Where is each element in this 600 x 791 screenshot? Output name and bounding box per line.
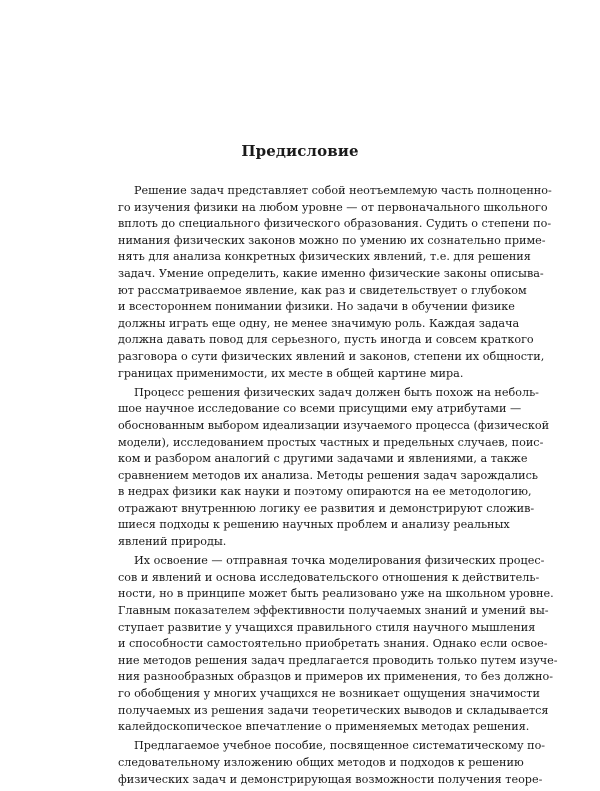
text-line: и всестороннем понимании физики. Но задачи в обучении физике [118, 300, 515, 314]
text-line: го изучения физики на любом уровне — от первоначального школьного [118, 200, 548, 214]
text-line: обоснованным выбором идеализации изучаемого процесса (физической [118, 418, 550, 432]
text-line: Процесс решения физических задач должен быть похож на неболь- [134, 385, 539, 399]
text-line: ступает развитие у учащихся правильного стиля научного мышления [118, 620, 536, 634]
text-line: го обобщения у многих учащихся не возникает ощущения значимости [118, 687, 540, 700]
text-line: в недрах физики как науки и поэтому опираются на ее методологию, [118, 485, 532, 499]
text-line: должны играть еще одну, не менее значимую роль. Каждая задача [118, 316, 520, 330]
text-line: модели), исследованием простых частных и предельных случаев, поис- [118, 435, 544, 449]
text-line: ком и разбором аналогий с другими задачами и явлениями, а также [118, 452, 528, 466]
text-line: ние методов решения задач предлагается проводить только путем изуче- [118, 653, 558, 667]
text-line: и способности самостоятельно приобретать знания. Однако если освое- [118, 637, 548, 651]
text-line: должна давать повод для серьезного, пусть иногда и совсем краткого [118, 333, 534, 347]
text-line: нять для анализа конкретных физических явлений, т.е. для решения [118, 250, 531, 264]
text-line: ности, но в принципе может быть реализовано уже на школьном уровне. [118, 587, 554, 601]
text-line: явлений природы. [118, 535, 227, 549]
text-line: отражают внутреннюю логику ее развития и демонстрируют сложив- [118, 501, 535, 515]
text-line: калейдоскопическое впечатление о применяемых методах решения. [118, 720, 530, 734]
text-line: шое научное исследование со всеми присущими ему атрибутами — [118, 402, 522, 416]
paragraph [118, 553, 558, 736]
text-line: вплоть до специального физического образования. Судить о степени по- [118, 217, 552, 231]
preface-body [118, 183, 558, 791]
paragraph [118, 738, 546, 788]
text-line: следовательному изложению общих методов и подходов к решению [118, 755, 524, 769]
text-line: сов и явлений и основа исследовательского отношения к действитель- [118, 570, 540, 584]
text-line: Главным показателем эффективности получаемых знаний и умений вы- [118, 604, 549, 618]
text-line: получаемых из решения задачи теоретических выводов и складывается [118, 703, 549, 717]
text-line: Их освоение — отправная точка моделирования физических процес- [134, 554, 545, 568]
text-line: нимания физических законов можно по умению их сознательно приме- [118, 233, 546, 247]
text-line: границах применимости, их месте в общей картине мира. [118, 366, 464, 380]
text-line: сравнением методов их анализа. Методы решения задач зарождались [118, 468, 538, 482]
text-line: физических задач и демонстрирующая возможности получения теоре- [118, 772, 543, 786]
page-title: Предисловие [241, 142, 359, 160]
text-line: ют рассматриваемое явление, как раз и свидетельствует о глубоком [118, 283, 527, 297]
text-line: шиеся подходы к решению научных проблем и анализу реальных [118, 518, 510, 532]
paragraph [118, 385, 550, 551]
paragraph [118, 183, 552, 382]
text-line: Предлагаемое учебное пособие, посвященное систематическому по- [134, 739, 546, 753]
text-line: задач. Умение определить, какие именно физические законы описыва- [118, 266, 544, 280]
text-line: разговора о сути физических явлений и законов, степени их общности, [118, 349, 545, 363]
text-line: ния разнообразных образцов и примеров их применения, то без должно- [118, 670, 554, 684]
text-line: Решение задач представляет собой неотъемлемую часть полноценно- [134, 184, 552, 197]
